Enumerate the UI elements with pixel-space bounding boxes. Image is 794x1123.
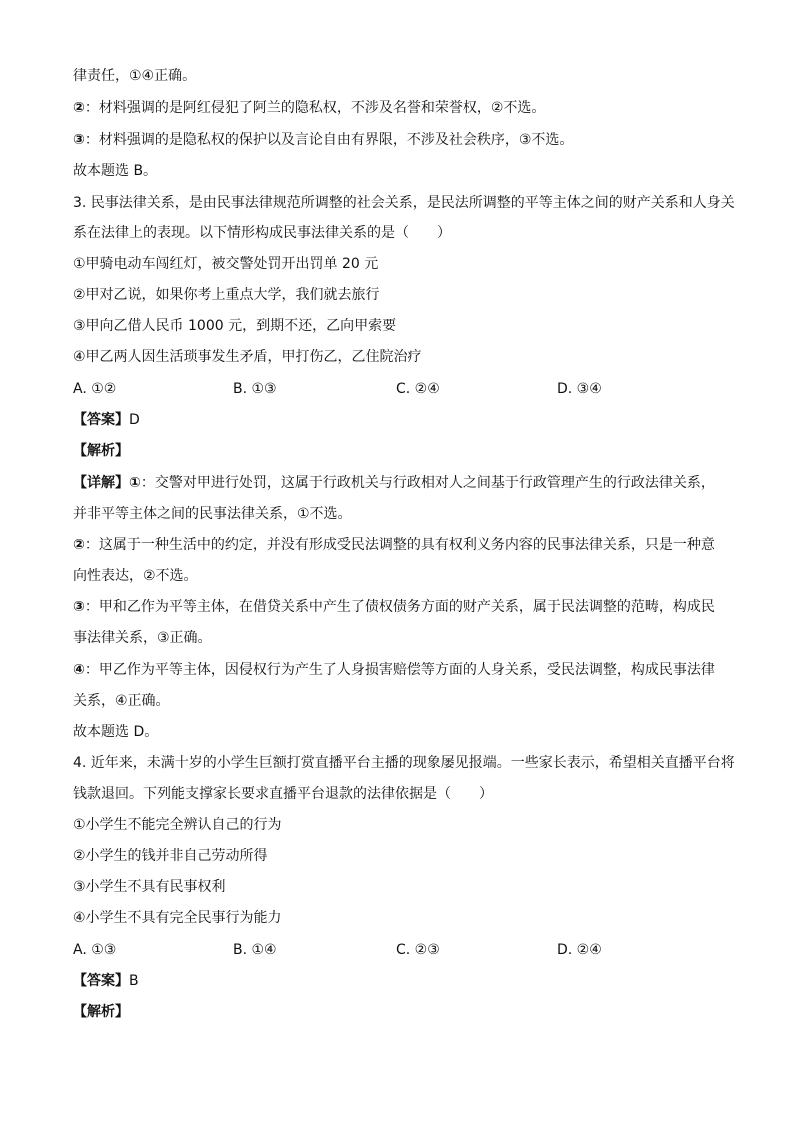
q4-item-4: ④小学生不具有完全民事行为能力 [73,910,282,926]
q3-item-2: ②甲对乙说，如果你考上重点大学，我们就去旅行 [73,287,380,303]
q4-item-2: ②小学生的钱并非自己劳动所得 [73,848,268,864]
q4-analysis-label: 【解析】 [73,1004,129,1020]
q3-detail-4a [73,660,733,680]
q3-item-4: ④甲乙两人因生活琐事发生矛盾，甲打伤乙，乙住院治疗 [73,349,422,365]
q3-detail-3b: 事法律关系，③正确。 [73,630,212,646]
q3-d4-text: ：甲乙作为平等主体，因侵权行为产生了人身损害赔偿等方面的人身关系，受民法调整，构成民事法律 [84,662,715,678]
q4-item-1: ①小学生不能完全辨认自己的行为 [73,817,282,833]
q2-mark-2: ② [73,100,85,116]
q4-answer [73,971,733,991]
q3-option-b: B. ①③ [233,381,277,397]
q3-option-a: A. ①② [73,381,117,397]
q3-answer-value: D [129,412,140,428]
q3-item-3: ③甲向乙借人民币 1000 元，到期不还，乙向甲索要 [73,318,397,334]
q3-d2-mark: ② [73,537,85,553]
q3-stem-2: 系在法律上的表现。以下情形构成民事法律关系的是（ ） [73,225,451,241]
q4-stem-1: 4. 近年来，未满十岁的小学生巨额打赏直播平台主播的现象屡见报端。一些家长表示，希望相关直播平台将 [73,755,735,771]
q3-d1-text: ：交警对甲进行处罚，这属于行政机关与行政相对人之间基于行政管理产生的行政法律关系， [140,475,715,491]
q3-d2-text: ：这属于一种生活中的约定，并没有形成受民法调整的具有权利义务内容的民事法律关系，只是一种意 [84,537,715,553]
q3-detail-label: 【详解】 [73,475,129,491]
q2-line-3 [73,130,733,150]
q3-d3-mark: ③ [73,599,85,615]
q3-detail-1b: 并非平等主体之间的民事法律关系，①不选。 [73,506,352,522]
q3-detail-2a [73,535,733,555]
q4-item-3: ③小学生不具有民事权利 [73,879,226,895]
q3-d4-mark: ④ [73,662,85,678]
q4-stem-2: 钱款退回。下列能支撑家长要求直播平台退款的法律依据是（ ） [73,786,493,802]
q4-answer-label: 【答案】 [73,973,129,989]
q3-d1-mark: ① [129,475,141,491]
q3-conclusion: 故本题选 D。 [73,724,159,740]
q2-text-2: ：材料强调的是阿红侵犯了阿兰的隐私权，不涉及名誉和荣誉权，②不选。 [84,100,546,116]
q3-d3-text: ：甲和乙作为平等主体，在借贷关系中产生了债权债务方面的财产关系，属于民法调整的范畴，构成民 [84,599,715,615]
q3-detail-3a [73,597,733,617]
q2-line-2 [73,98,733,118]
q3-option-d: D. ③④ [557,381,602,397]
q4-option-a: A. ①③ [73,942,117,958]
q3-item-1: ①甲骑电动车闯红灯，被交警处罚开出罚单 20 元 [73,256,379,272]
q3-detail-2b: 向性表达，②不选。 [73,568,198,584]
q3-detail-1a [73,473,733,493]
q4-option-b: B. ①④ [233,942,277,958]
q3-stem-1: 3. 民事法律关系，是由民事法律规范所调整的社会关系，是民法所调整的平等主体之间的财产关系和人身关 [73,195,735,211]
q3-option-c: C. ②④ [396,381,440,397]
q2-conclusion: 故本题选 B。 [73,163,158,179]
q4-option-c: C. ②③ [396,942,440,958]
q4-answer-value: B [129,973,139,989]
q3-answer-label: 【答案】 [73,412,129,428]
q2-line-1: 律责任，①④正确。 [73,68,197,84]
q4-option-d: D. ②④ [557,942,602,958]
q3-analysis-label: 【解析】 [73,443,129,459]
q2-text-3: ：材料强调的是隐私权的保护以及言论自由有界限，不涉及社会秩序，③不选。 [84,132,574,148]
q3-answer [73,410,733,430]
q3-detail-4b: 关系，④正确。 [73,693,170,709]
q2-mark-3: ③ [73,132,85,148]
